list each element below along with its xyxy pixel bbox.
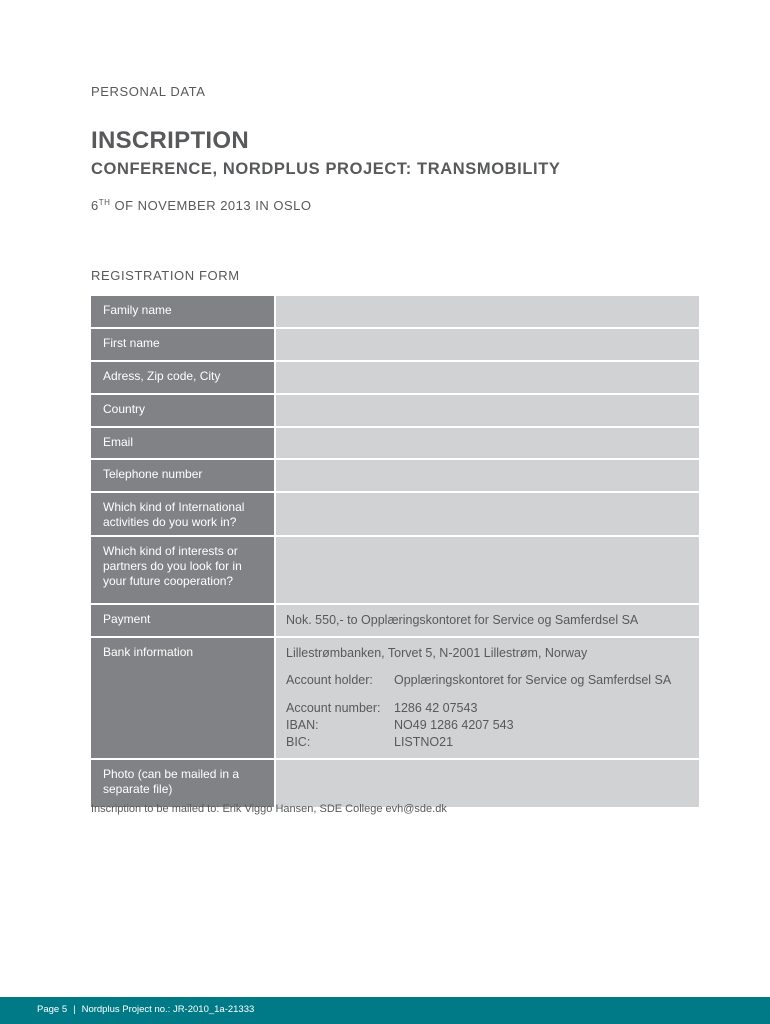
footer-separator: | — [73, 1004, 76, 1015]
interests-field[interactable] — [276, 537, 699, 603]
email-label: Email — [91, 428, 276, 458]
bank-info — [276, 638, 699, 758]
first-name-field[interactable] — [276, 329, 699, 360]
row-intl-activities — [91, 493, 699, 537]
address-field[interactable] — [276, 362, 699, 393]
row-family-name — [91, 296, 699, 329]
account-number-label: Account number: — [286, 701, 381, 715]
footer — [0, 997, 770, 1024]
account-number — [286, 700, 689, 717]
row-telephone — [91, 460, 699, 493]
intl-activities-label: Which kind of International activities do you work in? — [91, 493, 276, 535]
interests-label: Which kind of interests or partners do you look for in your future cooperation? — [91, 537, 276, 603]
footer-page: Page 5 — [37, 1004, 68, 1015]
footer-project: Nordplus Project no.: JR-2010_1a-21333 — [81, 1004, 255, 1015]
telephone-field[interactable] — [276, 460, 699, 491]
row-country — [91, 395, 699, 428]
date-suffix: TH — [98, 198, 111, 207]
first-name-label: First name — [91, 329, 276, 360]
payment-label: Payment — [91, 605, 276, 636]
account-holder — [286, 672, 689, 689]
family-name-field[interactable] — [276, 296, 699, 327]
intl-activities-field[interactable] — [276, 493, 699, 535]
telephone-label: Telephone number — [91, 460, 276, 491]
row-photo — [91, 760, 699, 807]
payment-value: Nok. 550,- to Opplæringskontoret for Service og Samferdsel SA — [276, 605, 699, 636]
event-date — [91, 198, 311, 213]
account-holder-label: Account holder: — [286, 673, 373, 687]
date-day: 6 — [91, 198, 99, 213]
country-field[interactable] — [276, 395, 699, 426]
bic — [286, 734, 689, 751]
bank-address: Lillestrømbanken, Torvet 5, N-2001 Lillestrøm, Norway — [286, 646, 588, 660]
email-field[interactable] — [276, 428, 699, 458]
iban-value: NO49 1286 4207 543 — [394, 718, 514, 732]
photo-field[interactable] — [276, 760, 699, 807]
row-interests — [91, 537, 699, 605]
row-first-name — [91, 329, 699, 362]
account-number-value: 1286 42 07543 — [394, 701, 478, 715]
registration-form — [91, 296, 699, 807]
section-label: PERSONAL DATA — [91, 84, 206, 99]
iban-label: IBAN: — [286, 718, 319, 732]
row-payment — [91, 605, 699, 638]
family-name-label: Family name — [91, 296, 276, 327]
page-subtitle: CONFERENCE, NORDPLUS PROJECT: TRANSMOBILITY — [91, 160, 561, 178]
page-title: INSCRIPTION — [91, 127, 249, 154]
bic-label: BIC: — [286, 735, 311, 749]
address-label: Adress, Zip code, City — [91, 362, 276, 393]
account-holder-value: Opplæringskontoret for Service og Samferdsel SA — [394, 673, 672, 687]
bic-value: LISTNO21 — [394, 735, 454, 749]
iban — [286, 717, 689, 734]
footer-text — [37, 1004, 254, 1015]
row-email — [91, 428, 699, 460]
country-label: Country — [91, 395, 276, 426]
row-bank — [91, 638, 699, 760]
mail-note: Inscription to be mailed to: Erik Viggo Hansen, SDE College evh@sde.dk — [91, 803, 447, 815]
form-label: REGISTRATION FORM — [91, 268, 240, 283]
row-address — [91, 362, 699, 395]
photo-label: Photo (can be mailed in a separate file) — [91, 760, 276, 807]
date-rest: OF NOVEMBER 2013 IN OSLO — [110, 198, 312, 213]
bank-label: Bank information — [91, 638, 276, 758]
